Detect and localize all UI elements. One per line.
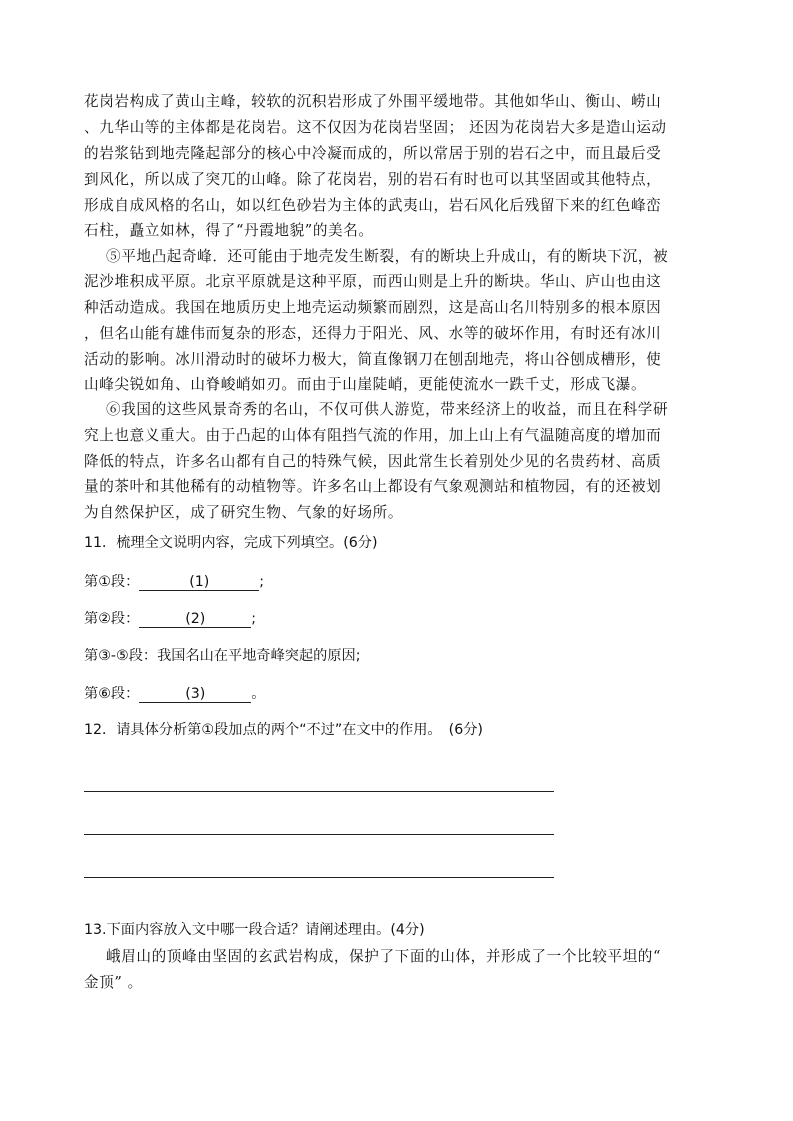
row-1-label: 第①段： xyxy=(84,574,140,590)
question-13-stem: 13.下面内容放入文中哪一段合适？请阐述理由。(4分) xyxy=(84,922,425,938)
answer-blank-2[interactable]: (2) xyxy=(139,611,251,628)
question-11-row-3: 第③-⑤段：我国名山在平地奇峰突起的原因; xyxy=(84,648,361,664)
row-2-label: 第②段： xyxy=(84,611,140,627)
question-11-stem: 11．梳理全文说明内容，完成下列填空。(6分) xyxy=(84,535,378,551)
passage-p4-line-1: 花岗岩构成了黄山主峰，较软的沉积岩形成了外围平缓地带。其他如华山、衡山、崂山 xyxy=(84,93,662,110)
answer-line-1[interactable] xyxy=(84,791,554,792)
answer-line-3[interactable] xyxy=(84,877,554,878)
passage-p5-line-5: 活动的影响。冰川滑动时的破坏力极大，简直像钢刀在刨刮地壳，将山谷刨成槽形，使 xyxy=(84,351,662,368)
question-11-row-2 xyxy=(84,608,256,628)
passage-p5-line-6: 山峰尖锐如角、山脊峻峭如刃。而由于山崖陡峭，更能使流水一跌千丈，形成飞瀑。 xyxy=(84,376,647,393)
passage-p4-line-2: 、九华山等的主体都是花岗岩。这不仅因为花岗岩坚固； 还因为花岗岩大多是造山运动 xyxy=(84,119,667,136)
passage-p5-line-2: 泥沙堆积成平原。北京平原就是这种平原，而西山则是上升的断块。华山、庐山也由这 xyxy=(84,273,662,290)
row-4-end: 。 xyxy=(251,686,266,702)
passage-p4-line-4: 到风化，所以成了突兀的山峰。除了花岗岩，别的岩石有时也可以其坚固或其他特点， xyxy=(84,171,662,188)
row-1-end: ; xyxy=(259,574,265,590)
question-12-stem: 12．请具体分析第①段加点的两个“不过”在文中的作用。 (6分) xyxy=(84,722,483,738)
question-11-row-4 xyxy=(84,683,266,703)
passage-p4-line-5: 形成自成风格的名山，如以红色砂岩为主体的武夷山，岩石风化后残留下来的红色峰峦 xyxy=(84,197,662,214)
question-13-quote-line-2: 金顶” 。 xyxy=(84,974,143,991)
passage-p4-line-3: 的岩浆钻到地壳隆起部分的核心中冷凝而成的，所以常居于别的岩石之中，而且最后受 xyxy=(84,145,662,162)
answer-blank-1[interactable]: (1) xyxy=(139,574,259,591)
row-4-label: 第⑥段： xyxy=(84,686,140,702)
answer-blank-3[interactable]: (3) xyxy=(139,686,251,703)
passage-p5-line-1: ⑤平地凸起奇峰．还可能由于地壳发生断裂，有的断块上升成山，有的断块下沉，被 xyxy=(106,248,669,265)
passage-p6-line-2: 究上也意义重大。由于凸起的山体有阻挡气流的作用，加上山上有气温随高度的增加而 xyxy=(84,427,662,444)
question-11-row-1 xyxy=(84,571,264,591)
question-13-quote-line-1: 峨眉山的顶峰由坚固的玄武岩构成，保护了下面的山体，并形成了一个比较平坦的“ xyxy=(106,948,662,965)
passage-p6-line-3: 降低的特点，许多名山都有自己的特殊气候，因此常生长着别处少见的名贵药材、高质 xyxy=(84,453,662,470)
answer-line-2[interactable] xyxy=(84,834,554,835)
passage-p4-line-6: 石柱，矗立如林，得了“丹霞地貌”的美名。 xyxy=(84,222,374,239)
row-2-end: ; xyxy=(251,611,257,627)
passage-p6-line-5: 为自然保护区，成了研究生物、气象的好场所。 xyxy=(84,504,404,521)
passage-p5-line-3: 种活动造成。我国在地质历史上地壳运动频繁而剧烈，这是高山名川特别多的根本原因 xyxy=(84,299,662,316)
passage-p6-line-4: 量的茶叶和其他稀有的动植物等。许多名山上都设有气象观测站和植物园，有的还被划 xyxy=(84,478,662,495)
passage-p5-line-4: ，但名山能有雄伟而复杂的形态，还得力于阳光、风、水等的破坏作用，有时还有冰川 xyxy=(84,325,662,342)
passage-p6-line-1: ⑥我国的这些风景奇秀的名山，不仅可供人游览，带来经济上的收益，而且在科学研 xyxy=(106,401,669,418)
